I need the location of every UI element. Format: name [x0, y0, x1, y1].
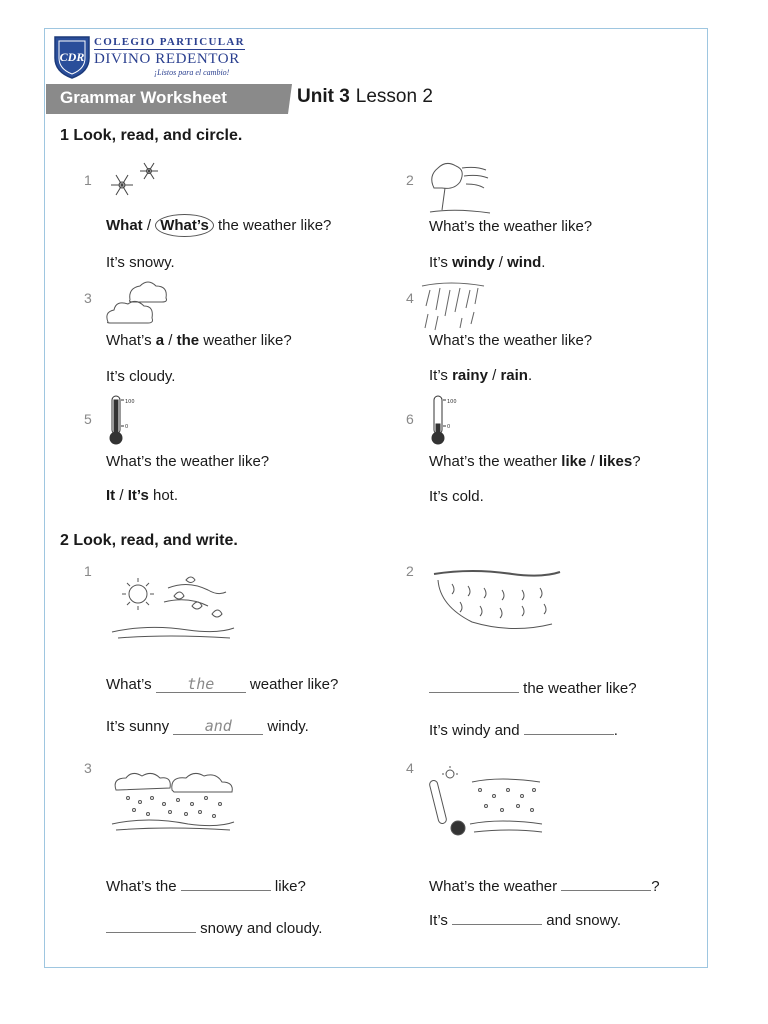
answer-prefix: It’s: [429, 254, 453, 271]
answer-prefix: It’s windy and: [429, 722, 524, 739]
lesson-label: Lesson 2: [355, 86, 433, 107]
answer-prefix: It’s sunny: [106, 718, 174, 735]
option-it[interactable]: It: [106, 487, 116, 504]
option-likes[interactable]: likes: [598, 453, 633, 470]
s2-item2-number: 2: [406, 563, 414, 579]
answer-prefix: It’s: [429, 912, 453, 929]
school-motto: ¡Listos para el cambio!: [154, 68, 230, 77]
snowflake-icon: [104, 158, 164, 200]
option-rain[interactable]: rain: [500, 367, 528, 384]
s1-item6-answer: It’s cold.: [429, 488, 484, 505]
option-windy[interactable]: windy: [452, 254, 495, 271]
handwritten-answer: the: [187, 675, 215, 693]
unit-label: Unit 3: [297, 86, 350, 107]
option-the[interactable]: the: [176, 332, 200, 349]
s1-item1-question: [106, 217, 331, 234]
s1-item4-number: 4: [406, 290, 414, 306]
s1-item5-question: What’s the weather like?: [106, 453, 270, 470]
question-suffix: like?: [270, 878, 306, 895]
option-whats-circled[interactable]: What’s: [155, 214, 214, 237]
answer-suffix: snowy and cloudy.: [196, 920, 323, 937]
thermometer-hot-icon: [104, 394, 134, 446]
answer-suffix: .: [541, 254, 546, 271]
option-separator: /: [115, 487, 128, 504]
question-prefix: What’s the weather: [429, 453, 562, 470]
s1-item5-answer: [106, 487, 178, 504]
option-separator: /: [494, 254, 508, 271]
option-separator: /: [164, 332, 177, 349]
question-suffix: the weather like?: [519, 680, 637, 697]
fill-blank-input[interactable]: [106, 915, 196, 933]
s1-item2-answer: [429, 254, 545, 271]
thermometer-max-label: 100: [125, 399, 135, 405]
windy-rainy-scene-icon: [432, 566, 562, 636]
option-what[interactable]: What: [106, 217, 143, 234]
question-suffix: ?: [651, 878, 660, 895]
fill-blank-input[interactable]: [429, 675, 519, 693]
cloud-icon: [104, 278, 170, 326]
s2-item4-answer: [429, 907, 621, 929]
question-prefix: What’s: [106, 676, 156, 693]
school-name-block: [94, 36, 245, 77]
s2-item2-question: [429, 675, 637, 697]
s2-item1-number: 1: [84, 563, 92, 579]
s1-item2-number: 2: [406, 172, 414, 188]
fill-blank-input[interactable]: [181, 873, 271, 891]
option-a[interactable]: a: [155, 332, 165, 349]
section2-title: 2 Look, read, and write.: [60, 532, 238, 549]
option-rainy[interactable]: rainy: [452, 367, 488, 384]
option-separator: /: [142, 217, 156, 234]
thermometer-zero-label: 0: [125, 424, 129, 430]
s1-item3-question: [106, 332, 292, 349]
s1-item6-number: 6: [406, 411, 414, 427]
s2-item2-answer: [429, 717, 618, 739]
question-suffix: ?: [632, 453, 641, 470]
fill-blank-input[interactable]: [561, 873, 651, 891]
answer-suffix: .: [527, 367, 533, 384]
handwritten-answer: and: [204, 717, 232, 735]
fill-blank-input[interactable]: [156, 675, 246, 693]
fill-blank-input[interactable]: [173, 717, 263, 735]
s1-item5-number: 5: [84, 411, 92, 427]
s2-item3-number: 3: [84, 760, 92, 776]
answer-suffix: .: [613, 722, 618, 739]
answer-suffix: windy.: [263, 718, 309, 735]
thermometer-max-label: 100: [447, 399, 457, 405]
option-separator: /: [487, 367, 501, 384]
answer-prefix: It’s: [429, 367, 453, 384]
school-name-line2: DIVINO REDENTOR: [94, 49, 245, 68]
rain-icon: [420, 280, 486, 332]
option-like[interactable]: like: [561, 453, 587, 470]
option-wind[interactable]: wind: [507, 254, 542, 271]
banner-slash-divider: [280, 84, 292, 114]
s2-item1-answer: [106, 717, 309, 735]
s2-item3-question: [106, 873, 306, 895]
windy-tree-icon: [426, 158, 492, 216]
s2-item4-number: 4: [406, 760, 414, 776]
s1-item4-question: What’s the weather like?: [429, 332, 593, 349]
s2-item3-answer: [106, 915, 322, 937]
s1-item3-number: 3: [84, 290, 92, 306]
option-separator: /: [586, 453, 599, 470]
option-its[interactable]: It’s: [127, 487, 149, 504]
s1-item3-answer: It’s cloudy.: [106, 368, 176, 385]
cold-snowy-scene-icon: [430, 766, 546, 840]
school-shield-logo: [52, 34, 92, 80]
question-prefix: What’s: [106, 332, 156, 349]
question-suffix: weather like?: [245, 676, 339, 693]
question-prefix: What’s the weather: [429, 878, 562, 895]
answer-suffix: hot.: [148, 487, 178, 504]
sunny-windy-scene-icon: [108, 572, 238, 642]
thermometer-cold-icon: [426, 394, 456, 446]
answer-suffix: and snowy.: [542, 912, 622, 929]
s1-item6-question: [429, 453, 641, 470]
unit-lesson-title: [297, 86, 433, 108]
logo-letters: CDR: [59, 50, 85, 64]
section1-title: 1 Look, read, and circle.: [60, 127, 243, 144]
s1-item2-question: What’s the weather like?: [429, 218, 593, 235]
s1-item1-number: 1: [84, 172, 92, 188]
question-rest: the weather like?: [213, 217, 332, 234]
snowy-cloudy-scene-icon: [108, 768, 238, 836]
fill-blank-input[interactable]: [452, 907, 542, 925]
fill-blank-input[interactable]: [524, 717, 614, 735]
school-name-line1: COLEGIO PARTICULAR: [94, 36, 245, 48]
banner-title: Grammar Worksheet: [60, 88, 227, 107]
question-suffix: weather like?: [199, 332, 292, 349]
s2-item4-question: [429, 873, 660, 895]
s2-item1-question: [106, 675, 338, 693]
question-prefix: What’s the: [106, 878, 181, 895]
thermometer-zero-label: 0: [447, 424, 451, 430]
worksheet-banner: [46, 84, 284, 114]
s1-item1-answer: It’s snowy.: [106, 254, 175, 271]
s1-item4-answer: [429, 367, 532, 384]
